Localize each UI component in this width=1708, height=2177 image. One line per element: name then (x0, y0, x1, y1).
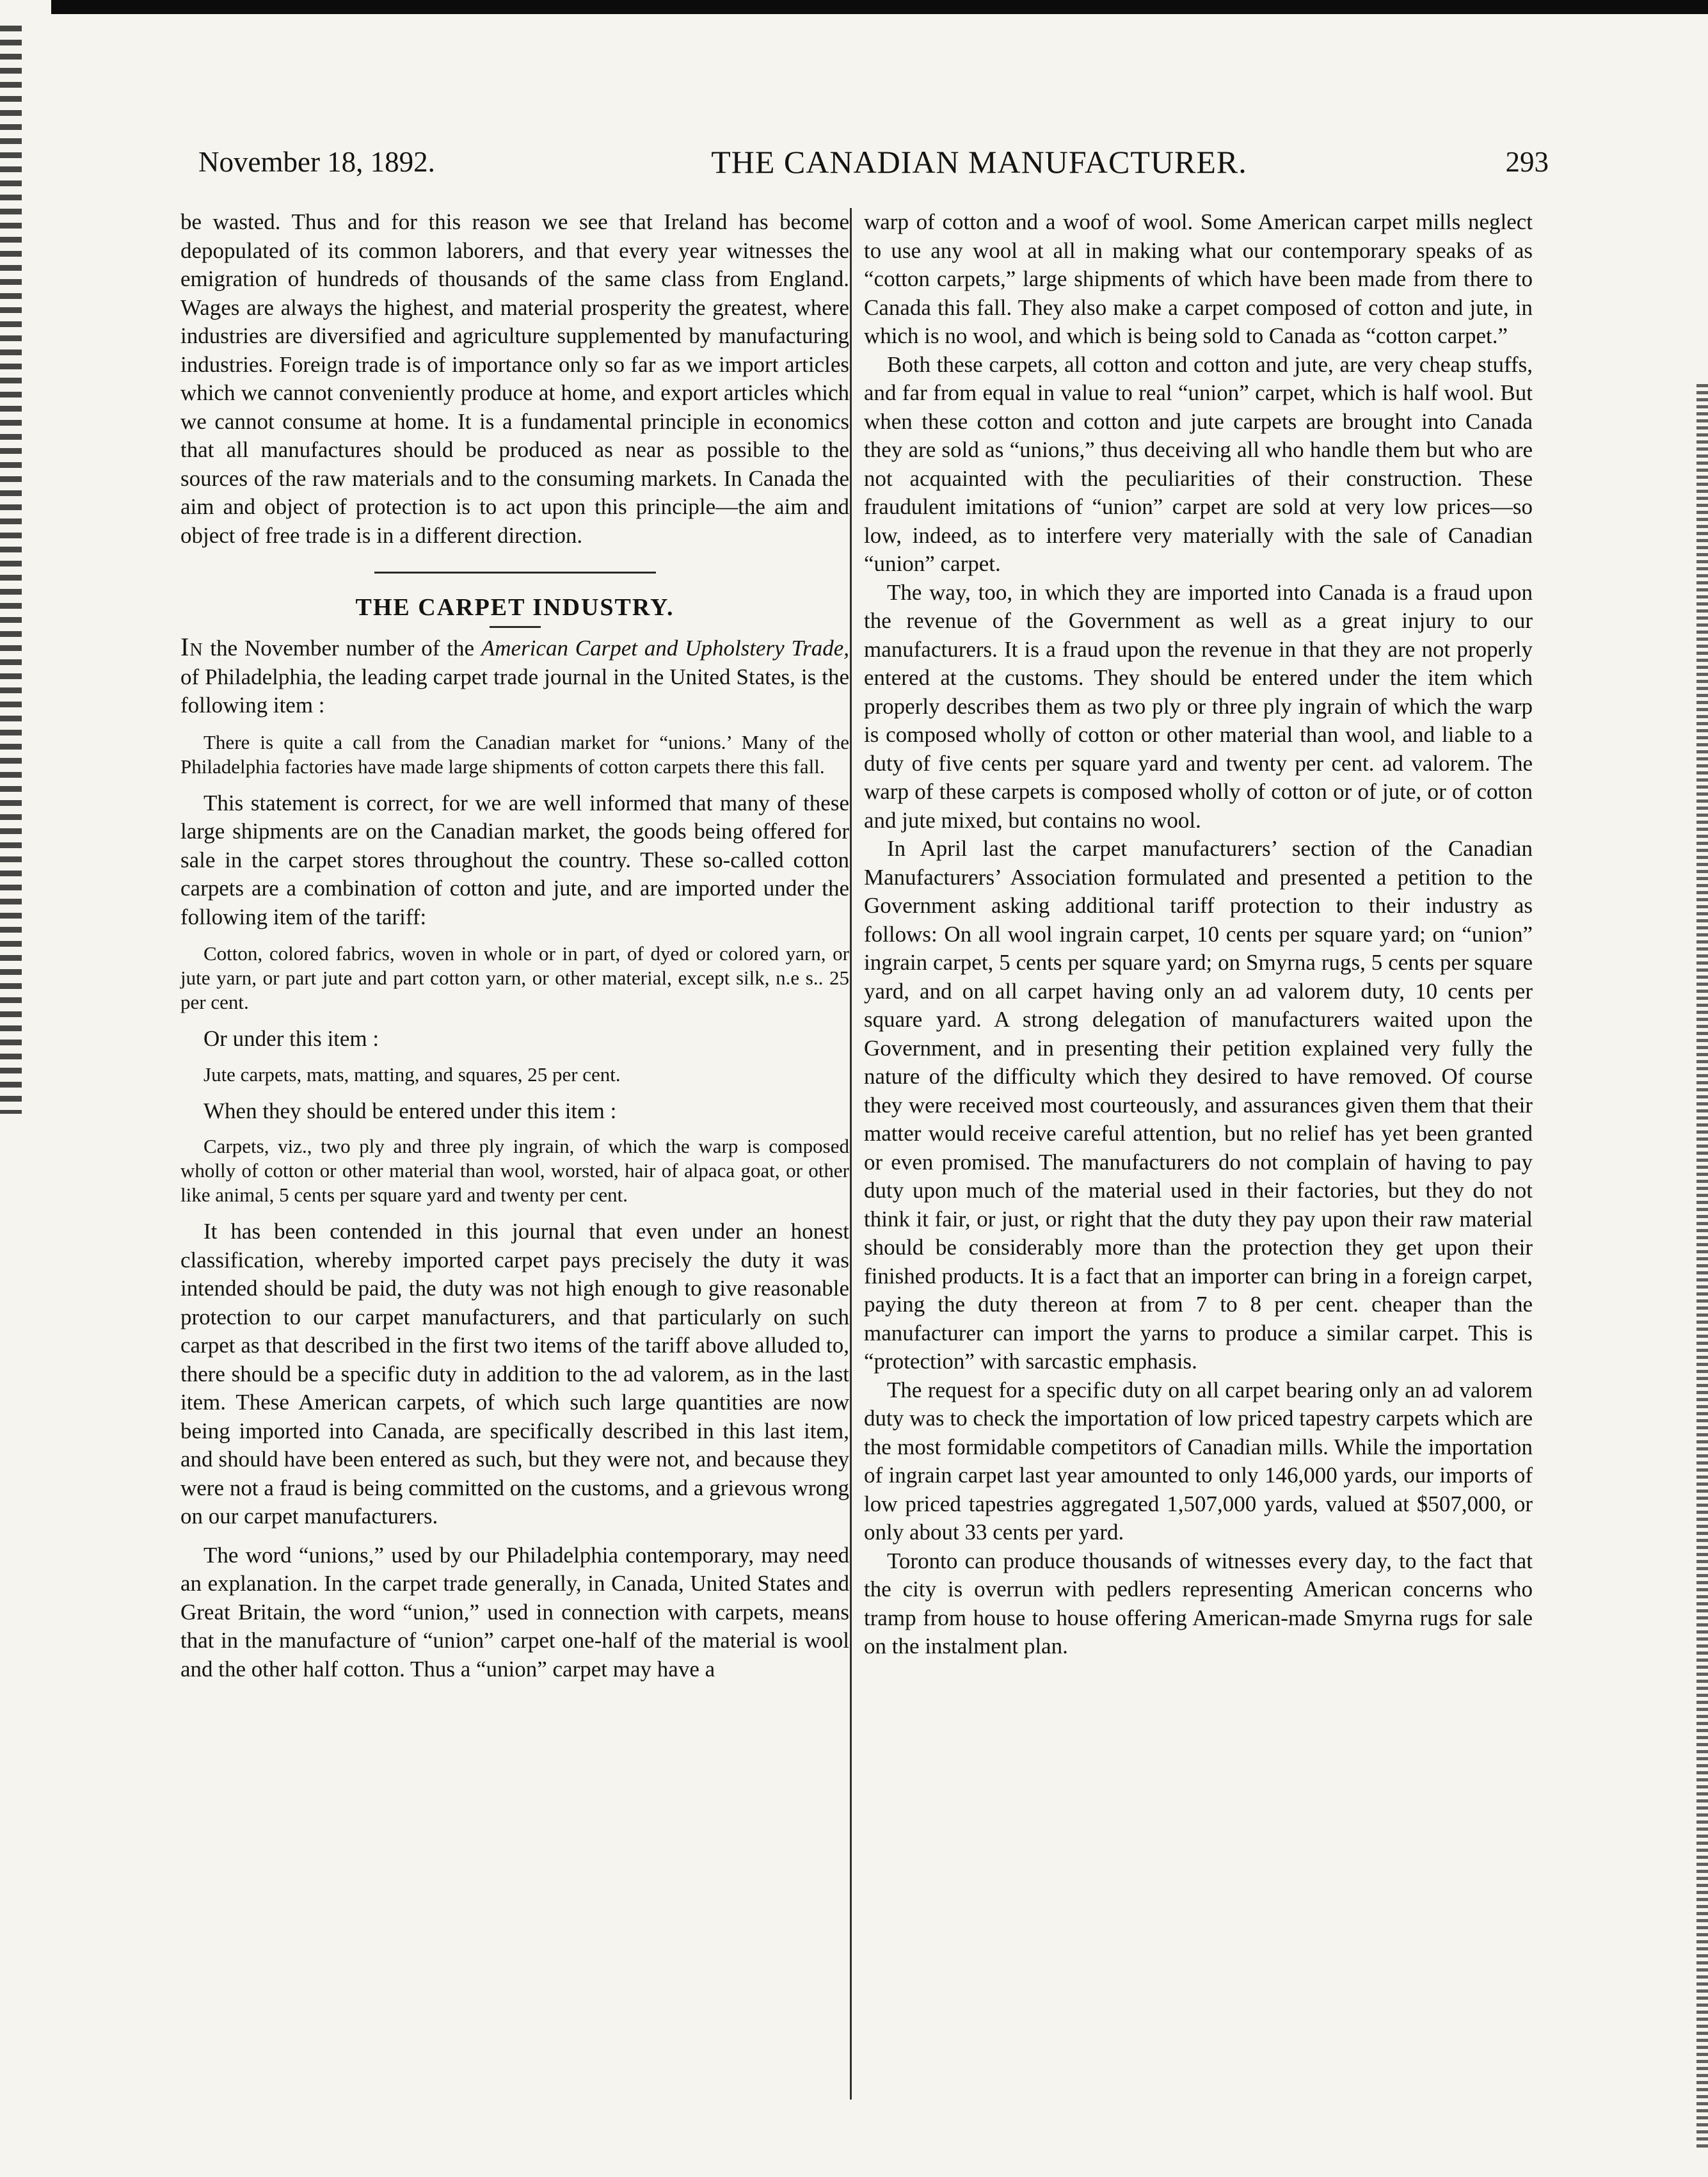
scan-edge-left (0, 26, 22, 1114)
paragraph: In April last the carpet manufacturers’ section of the Canadian Manufacturers’ Association formulated and presented a petition to the Government asking additional tariff protection to their industry as follows: On all wool ingrain carpet, 10 cents per square yard; on “union” ingrain carpet, 5 cents per square yard; on Smyrna rugs, 5 cents per square yard, and on all carpet having only an ad valorem duty, 10 cents per square yard. A strong delegation of manufacturers waited upon the Government, and in presenting their petition explained very fully the nature of the difficulty which they desired to have removed. Of course they were received most courteously, and assurances given them that their matter would receive careful attention, but no relief has yet been granted or even promised. The manufacturers do not complain of having to pay duty upon much of the material used in their factories, but they do not think it fair, or just, or right that the duty they pay upon their raw material should be considerably more than the protection they get upon their finished products. It is a fact that an importer can bring in a foreign carpet, paying the duty thereon at from 7 to 8 per cent. cheaper than the manufacturer can import the yarns to produce a similar carpet. This is “protection” with sarcastic emphasis. (864, 836, 1533, 1374)
block-quote: Jute carpets, mats, matting, and squares, 25 per cent. (204, 1063, 621, 1086)
left-column (180, 208, 849, 1683)
paragraph: warp of cotton and a woof of wool. Some American carpet mills neglect to use any wool at all in making what our contemporary speaks of as “cotton carpets,” large shipments of which have been made from there to Canada this fall. They also make a carpet composed of cotton and jute, in which is no wool, and which is being sold to Canada as “cotton carpet.” (864, 209, 1533, 348)
block-quote: There is quite a call from the Canadian market for “unions.’ Many of the Philadelphia factories have made large shipments of cotton carpets there this fall. (180, 730, 849, 778)
running-header (198, 140, 1549, 184)
paragraph: Toronto can produce thousands of witnesses every day, to the fact that the city is overrun with pedlers representing American concerns who tramp from house to house offering American-made Smyrna rugs for sale on the instalment plan. (864, 1548, 1533, 1659)
text-run: of Philadelphia, the leading carpet trade journal in the United States, is the following item : (180, 664, 849, 718)
page-number: 293 (1505, 146, 1549, 178)
publication-title: THE CANADIAN MANUFACTURER. (711, 144, 1247, 180)
paragraph: Both these carpets, all cotton and cotton and jute, are very cheap stuffs, and far from equal in value to real “union” carpet, which is half wool. But when these cotton and cotton and jute carpets are brought into Canada they are sold as “unions,” thus deceiving all who handle them but who are not acquainted with the peculiarities of their construction. These fraudulent imitations of “union” carpet are sold at very low prices—so low, indeed, as to interfere very materially with the sale of Canadian “union” carpet. (864, 351, 1533, 576)
paragraph: The way, too, in which they are imported into Canada is a fraud upon the revenue of the Government as well as a great injury to our manufacturers. It is a fraud upon the revenue in that they are not properly entered at the customs. They should be entered under the item which properly describes them as two ply or three ply ingrain of which the warp is composed wholly of cotton or other material than wool, and liable to a duty of five cents per square yard and twenty per cent. ad valorem. The warp of these carpets is composed wholly of cotton or of jute, or of cotton and jute mixed, but contains no wool. (864, 579, 1533, 833)
text-run: the November number of the (203, 636, 481, 661)
paragraph-intro (180, 633, 849, 720)
paragraph: Or under this item : (204, 1026, 379, 1051)
column-divider (850, 208, 852, 2100)
paragraph: This statement is correct, for we are well informed that many of these large shipments are on the Canadian market, the goods being offered for sale in the carpet stores throughout the country. These so-called cotton carpets are a combination of cotton and jute, and are imported under the following item of the tariff: (180, 790, 849, 929)
section-heading: THE CARPET INDUSTRY. (355, 594, 674, 621)
section-divider (374, 572, 656, 574)
heading-rule (490, 626, 541, 628)
top-rule (51, 0, 1708, 14)
header-date: November 18, 1892. (198, 146, 435, 178)
scan-edge-right (1696, 384, 1708, 2151)
right-column (864, 208, 1533, 1661)
block-quote: Cotton, colored fabrics, woven in whole or in part, of dyed or colored yarn, or jute yarn, or part jute and part cotton yarn, or other material, except silk, n.e s.. 25 per cent. (180, 942, 849, 1013)
block-quote: Carpets, viz., two ply and three ply ingrain, of which the warp is composed wholly of cotton or other material than wool, worsted, hair of alpaca goat, or other like animal, 5 cents per square yard and twenty per cent. (180, 1135, 849, 1206)
paragraph: It has been contended in this journal that even under an honest classification, whereby imported carpet pays precisely the duty it was intended should be paid, the duty was not high enough to give reasonable protection to our carpet manufacturers, and that particularly on such carpet as that described in the first two items of the tariff above alluded to, there should be a specific duty in addition to the ad valorem, as in the last item. These American carpets, of which such large quantities are now being imported into Canada, are specifically described in this last item, and should have been entered as such, but they were not, and because they were not a fraud is being committed on the customs, and a grievous wrong on our carpet manufacturers. (180, 1219, 849, 1529)
paragraph: When they should be entered under this item : (204, 1098, 617, 1123)
paragraph: be wasted. Thus and for this reason we see that Ireland has become depopulated of its common laborers, and that every year witnesses the emigration of hundreds of thousands of the same class from England. Wages are always the highest, and material prosperity the greatest, where industries are diversified and agriculture supplemented by manufacturing industries. Foreign trade is of importance only so far as we import articles which we cannot conveniently produce at home, and export articles which we cannot consume at home. It is a fundamental principle in economics that all manufactures should be produced as near as possible to the sources of the raw materials and to the consuming markets. In Canada the aim and object of protection is to act upon this principle—the aim and object of free trade is in a different direction. (180, 209, 849, 548)
journal-title: American Carpet and Upholstery Trade, (481, 636, 849, 661)
paragraph: The word “unions,” used by our Philadelphia contemporary, may need an explanation. In the carpet trade generally, in Canada, United States and Great Britain, the word “union,” used in connection with carpets, means that in the manufacture of “union” carpet one-half of the material is wool and the other half cotton. Thus a “union” carpet may have a (180, 1542, 849, 1682)
paragraph: The request for a specific duty on all carpet bearing only an ad valorem duty was to check the importation of low priced tapestry carpets which are the most formidable competitors of Canadian mills. While the importation of ingrain carpet last year amounted to only 146,000 yards, our imports of low priced tapestries aggregated 1,507,000 yards, valued at $507,000, or only about 33 cents per yard. (864, 1377, 1533, 1545)
drop-cap: In (180, 632, 204, 661)
